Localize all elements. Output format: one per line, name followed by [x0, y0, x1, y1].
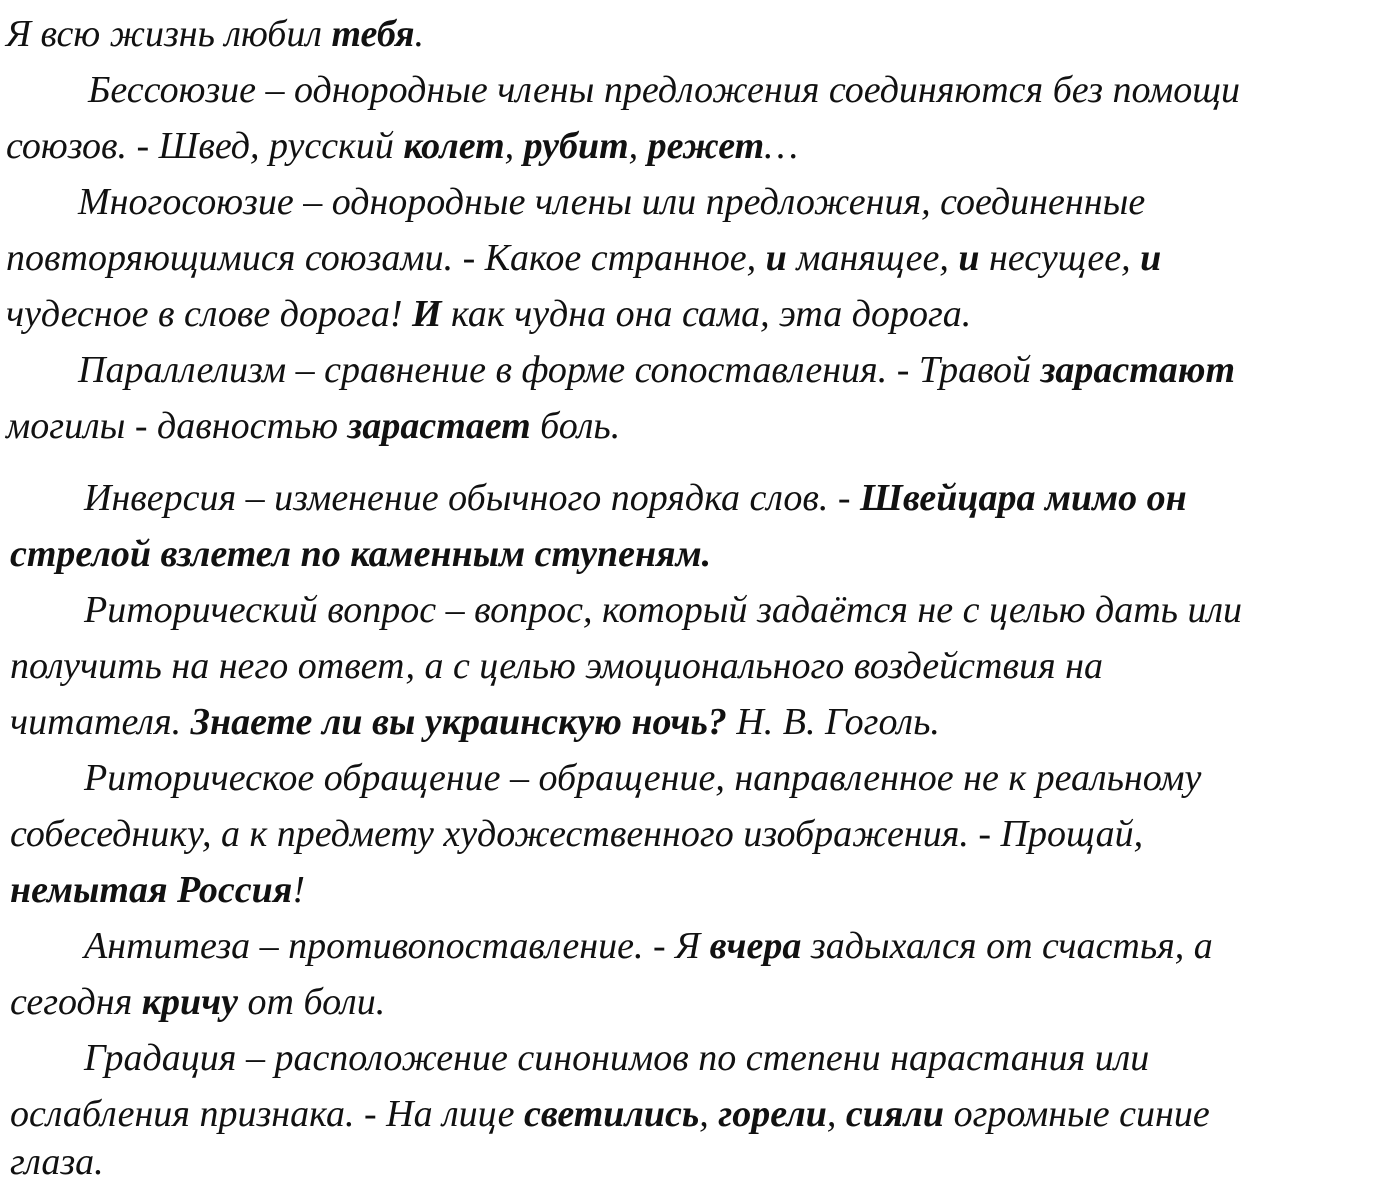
text-segment: как чудна она сама, эта дорога.	[441, 293, 972, 335]
text-segment: боль.	[530, 405, 621, 447]
bold-text-segment: колет	[403, 125, 505, 167]
text-segment: глаза.	[10, 1141, 104, 1183]
text-segment: сегодня	[10, 981, 142, 1023]
text-segment: !	[292, 869, 305, 911]
bold-text-segment: и	[958, 237, 980, 279]
text-segment: могилы - давностью	[6, 405, 348, 447]
bold-text-segment: тебя	[331, 13, 415, 55]
bold-text-segment: стрелой взлетел по каменным ступеням.	[10, 533, 712, 575]
text-segment: ,	[699, 1093, 719, 1135]
text-segment: Антитеза – противопоставление. - Я	[84, 925, 710, 967]
text-segment: несущее,	[979, 237, 1141, 279]
text-line	[10, 694, 940, 750]
bold-text-segment: зарастают	[1040, 349, 1236, 391]
text-segment: ослабления признака. - На лице	[10, 1093, 524, 1135]
text-segment: манящее,	[786, 237, 959, 279]
bold-text-segment: И	[411, 293, 442, 335]
text-line	[6, 230, 1161, 286]
text-segment: .	[414, 13, 425, 55]
bold-text-segment: вчера	[709, 925, 802, 967]
bold-text-segment: и	[1140, 237, 1162, 279]
bold-text-segment: Знаете ли вы украинскую ночь?	[190, 701, 727, 743]
text-line	[6, 118, 798, 174]
bold-text-segment: зарастает	[347, 405, 531, 447]
text-segment: Я всю жизнь любил	[6, 13, 332, 55]
text-line	[6, 286, 971, 342]
text-segment: от боли.	[238, 981, 386, 1023]
text-line	[78, 174, 1145, 230]
bold-text-segment: Швейцара мимо он	[860, 477, 1187, 519]
text-segment: Риторический вопрос – вопрос, который задаётся не с целью дать или	[84, 589, 1243, 631]
bold-text-segment: кричу	[141, 981, 239, 1023]
text-line	[6, 6, 424, 62]
text-line	[84, 750, 1201, 806]
text-line	[10, 638, 1103, 694]
bold-text-segment: горели	[718, 1093, 827, 1135]
bold-text-segment: режет	[647, 125, 765, 167]
text-segment: задыхался от счастья, а	[801, 925, 1213, 967]
text-segment: Н. В. Гоголь.	[726, 701, 940, 743]
text-segment: собеседнику, а к предмету художественного изображения. - Прощай,	[10, 813, 1144, 855]
text-line	[78, 342, 1235, 398]
text-line	[10, 974, 385, 1030]
text-segment: …	[764, 125, 798, 167]
text-segment: ,	[826, 1093, 846, 1135]
text-line	[88, 62, 1240, 118]
bold-text-segment: сияли	[845, 1093, 945, 1135]
text-line	[84, 470, 1187, 526]
text-segment: читателя.	[10, 701, 191, 743]
text-line	[6, 398, 620, 454]
bold-text-segment: немытая Россия	[10, 869, 293, 911]
text-line	[10, 862, 305, 918]
text-segment: Инверсия – изменение обычного порядка слов. -	[84, 477, 861, 519]
text-segment: Градация – расположение синонимов по степени нарастания или	[84, 1037, 1150, 1079]
text-segment: получить на него ответ, а с целью эмоционального воздействия на	[10, 645, 1103, 687]
text-segment: чудесное в слове дорога!	[6, 293, 412, 335]
text-line	[10, 1086, 1210, 1142]
bold-text-segment: рубит	[523, 125, 629, 167]
text-segment: союзов. - Швед, русский	[6, 125, 404, 167]
text-segment: повторяющимися союзами. - Какое странное,	[6, 237, 766, 279]
text-line	[10, 526, 711, 582]
text-line	[84, 918, 1213, 974]
text-segment: Параллелизм – сравнение в форме сопоставления. - Травой	[78, 349, 1041, 391]
text-line	[10, 1134, 104, 1190]
text-segment: огромные синие	[944, 1093, 1210, 1135]
bold-text-segment: и	[765, 237, 787, 279]
text-segment: Бессоюзие – однородные члены предложения соединяются без помощи	[88, 69, 1240, 111]
text-segment: ,	[628, 125, 648, 167]
bold-text-segment: светились	[523, 1093, 700, 1135]
text-segment: ,	[504, 125, 524, 167]
text-line	[84, 1030, 1149, 1086]
text-segment: Риторическое обращение – обращение, направленное не к реальному	[84, 757, 1202, 799]
text-segment: Многосоюзие – однородные члены или предложения, соединенные	[78, 181, 1146, 223]
text-line	[10, 806, 1143, 862]
text-line	[84, 582, 1242, 638]
